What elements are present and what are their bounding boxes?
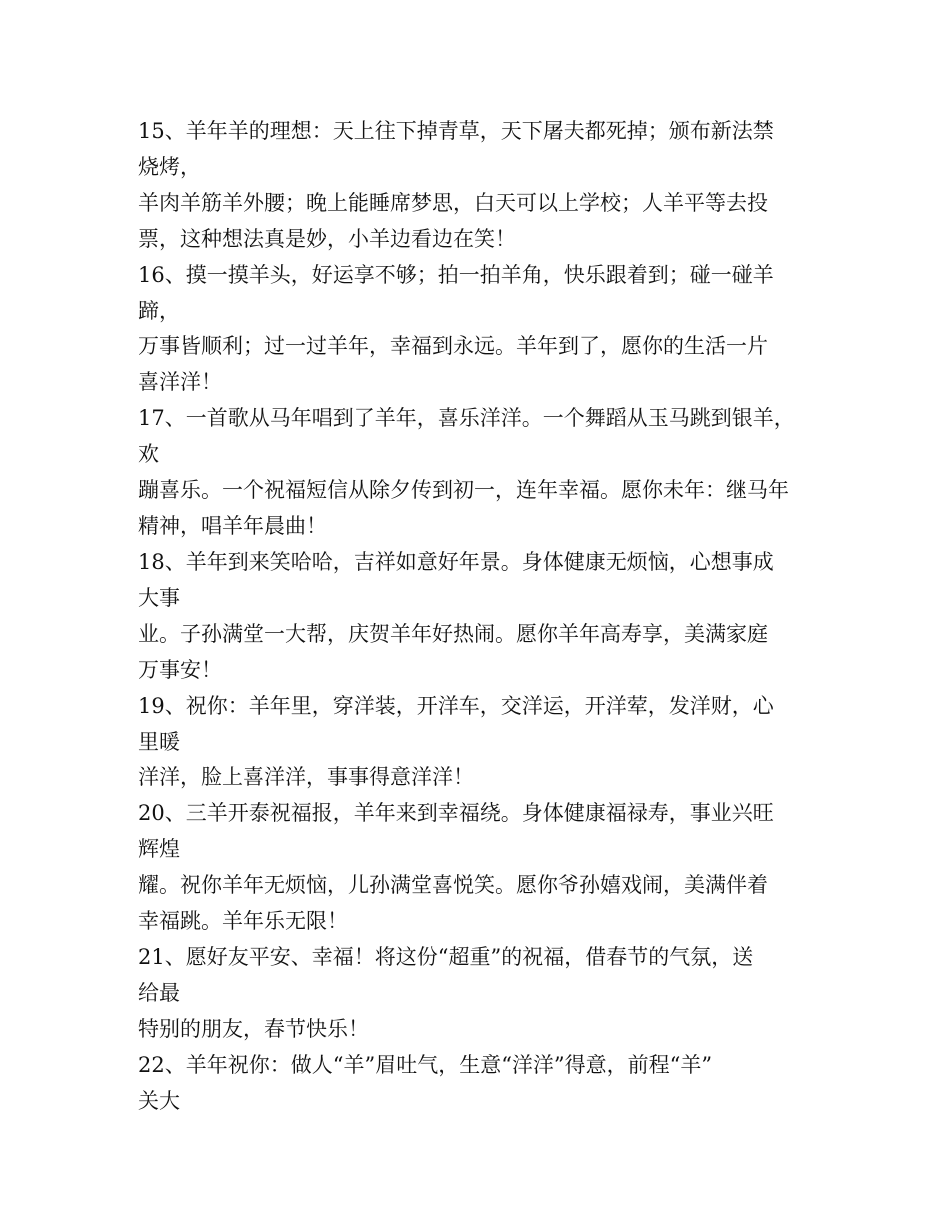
text-line: 15、羊年羊的理想：天上往下掉青草，天下屠夫都死掉；颁布新法禁 xyxy=(138,119,774,143)
text-line: 幸福跳。羊年乐无限！ xyxy=(138,909,348,933)
text-line: 特别的朋友，春节快乐！ xyxy=(138,1017,369,1041)
text-line: 18、羊年到来笑哈哈，吉祥如意好年景。身体健康无烦恼，心想事成 xyxy=(138,550,774,574)
text-line: 羊肉羊筋羊外腰；晚上能睡席梦思，白天可以上学校；人羊平等去投 xyxy=(138,191,768,215)
text-line: 欢 xyxy=(138,442,159,466)
text-line: 20、三羊开泰祝福报，羊年来到幸福绕。身体健康福禄寿，事业兴旺 xyxy=(138,801,774,825)
text-line: 关大 xyxy=(138,1089,180,1113)
text-line: 洋洋，脸上喜洋洋，事事得意洋洋！ xyxy=(138,765,474,789)
text-line: 22、羊年祝你：做人“羊”眉吐气，生意“洋洋”得意，前程“羊” xyxy=(138,1053,713,1077)
text-line: 蹦喜乐。一个祝福短信从除夕传到初一，连年幸福。愿你未年：继马年 xyxy=(138,478,789,502)
text-line: 精神，唱羊年晨曲！ xyxy=(138,514,327,538)
text-line: 辉煌 xyxy=(138,837,180,861)
text-line: 万事安！ xyxy=(138,658,222,682)
text-line: 喜洋洋！ xyxy=(138,370,222,394)
text-line: 蹄， xyxy=(138,299,180,323)
text-line: 19、祝你：羊年里，穿洋装，开洋车，交洋运，开洋荤，发洋财，心 xyxy=(138,694,774,718)
text-line: 业。子孙满堂一大帮，庆贺羊年好热闹。愿你羊年高寿享，美满家庭 xyxy=(138,622,768,646)
text-line: 万事皆顺利；过一过羊年，幸福到永远。羊年到了，愿你的生活一片 xyxy=(138,334,768,358)
text-line: 耀。祝你羊年无烦恼，儿孙满堂喜悦笑。愿你爷孙嬉戏闹，美满伴着 xyxy=(138,873,768,897)
text-line: 21、愿好友平安、幸福！将这份“超重”的祝福，借春节的气氛，送 xyxy=(138,945,754,969)
text-line: 16、摸一摸羊头，好运享不够；拍一拍羊角，快乐跟着到；碰一碰羊 xyxy=(138,263,774,287)
text-line: 给最 xyxy=(138,981,180,1005)
text-line: 大事 xyxy=(138,586,180,610)
text-line: 烧烤， xyxy=(138,155,201,179)
text-line: 票，这种想法真是妙，小羊边看边在笑！ xyxy=(138,227,516,251)
text-line: 17、一首歌从马年唱到了羊年，喜乐洋洋。一个舞蹈从玉马跳到银羊， xyxy=(138,406,795,430)
text-line: 里暖 xyxy=(138,730,180,754)
